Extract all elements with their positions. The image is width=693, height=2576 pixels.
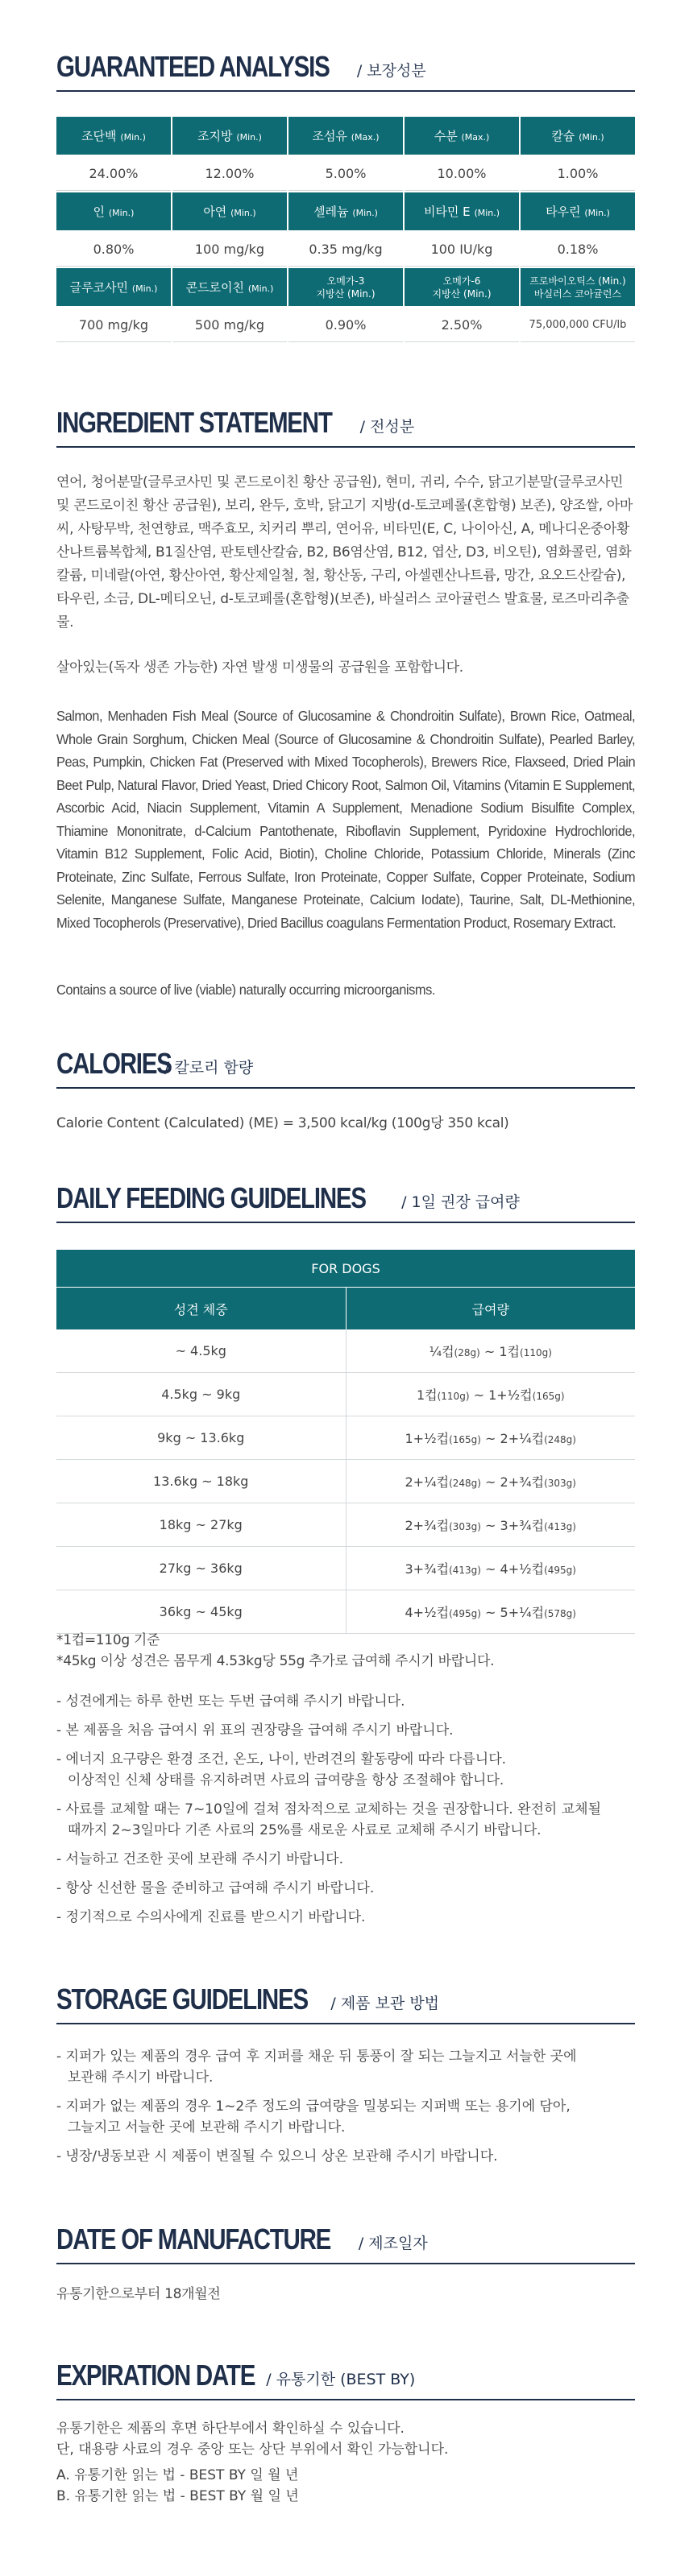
amount-cell: 3+¾컵(413g) ~ 4+½컵(495g)	[346, 1547, 635, 1590]
ga-header: 셀레늄 (Min.)	[288, 192, 403, 230]
weight-cell: ~ 4.5kg	[56, 1329, 346, 1373]
weight-cell: 18kg ~ 27kg	[56, 1503, 346, 1547]
list-item: - 지퍼가 있는 제품의 경우 급여 후 지퍼를 채운 뒤 통풍이 잘 되는 그늘지고 서늘한 곳에 보관해 주시기 바랍니다.	[56, 2049, 577, 2086]
section-title: EXPIRATION DATE	[56, 2359, 255, 2392]
feeding-guidelines-heading	[56, 1181, 635, 1223]
table-row	[56, 1460, 635, 1503]
ga-header: 오메가-6 지방산 (Min.)	[405, 268, 519, 306]
ga-value: 1.00%	[521, 156, 635, 191]
ga-header: 프로바이오틱스 (Min.) 바실러스 코아귤런스	[521, 268, 635, 306]
list-item: - 정기적으로 수의사에게 진료를 받으시기 바랍니다.	[56, 1909, 366, 1925]
ga-header: 글루코사민 (Min.)	[56, 268, 171, 306]
feeding-table-title: FOR DOGS	[56, 1250, 635, 1288]
expiration-date-heading	[56, 2359, 635, 2400]
ga-header: 타우린 (Min.)	[521, 192, 635, 230]
table-row	[56, 1329, 635, 1373]
ga-value: 12.00%	[172, 156, 287, 191]
ga-value: 2.50%	[405, 308, 519, 342]
list-item: - 에너지 요구량은 환경 조건, 온도, 나이, 반려견의 활동량에 따라 다릅니다. 이상적인 신체 상태를 유지하려면 사료의 급여량을 항상 조절해야 합니다.	[56, 1751, 507, 1788]
expiration-location: 유통기한은 제품의 후면 하단부에서 확인하실 수 있습니다.	[56, 2421, 405, 2437]
ga-value: 24.00%	[56, 156, 171, 191]
list-item: - 사료를 교체할 때는 7~10일에 걸쳐 점차적으로 교체하는 것을 권장합니다. 완전히 교체될 때까지 2~3일마다 기존 사료의 25%를 새로운 사료로 교체해 주시기 바랍니다.	[56, 1801, 602, 1838]
ga-header: 콘드로이친 (Min.)	[172, 268, 287, 306]
section-subtitle: / 제조일자	[358, 2235, 428, 2252]
section-title: GUARANTEED ANALYSIS	[56, 50, 330, 83]
ingredients-korean-note: 살아있는(독자 생존 가능한) 자연 발생 미생물의 공급원을 포함합니다.	[56, 660, 463, 676]
table-row	[56, 1373, 635, 1416]
ga-header: 아연 (Min.)	[172, 192, 287, 230]
storage-guidelines-heading	[56, 1983, 635, 2024]
section-subtitle: / 유통기한 (BEST BY)	[266, 2371, 416, 2388]
table-row	[56, 1547, 635, 1590]
list-item: - 성견에게는 하루 한번 또는 두번 급여해 주시기 바랍니다.	[56, 1693, 405, 1710]
ga-value: 100 mg/kg	[172, 232, 287, 267]
ga-value: 5.00%	[288, 156, 403, 191]
weight-cell: 4.5kg ~ 9kg	[56, 1373, 346, 1416]
section-title: STORAGE GUIDELINES	[56, 1983, 308, 2016]
ga-value: 0.18%	[521, 232, 635, 267]
amount-cell: 2+¼컵(248g) ~ 2+¾컵(303g)	[346, 1460, 635, 1503]
calories-heading	[56, 1047, 635, 1089]
weight-cell: 9kg ~ 13.6kg	[56, 1416, 346, 1460]
ga-header: 인 (Min.)	[56, 192, 171, 230]
ga-header: 칼슘 (Min.)	[521, 117, 635, 155]
ga-value: 0.35 mg/kg	[288, 232, 403, 267]
section-title: DAILY FEEDING GUIDELINES	[56, 1181, 366, 1214]
ga-header: 조단백 (Min.)	[56, 117, 171, 155]
expiration-text	[56, 2418, 635, 2507]
ingredients-english-note: Contains a source of live (viable) naturally occurring microorganisms.	[56, 982, 435, 998]
guaranteed-analysis-heading	[56, 50, 635, 92]
section-subtitle: / 칼로리 함량	[164, 1059, 254, 1077]
amount-cell: 1컵(110g) ~ 1+½컵(165g)	[346, 1373, 635, 1416]
ga-header: 조섬유 (Max.)	[288, 117, 403, 155]
feeding-notes	[56, 1630, 635, 1672]
ga-value: 500 mg/kg	[172, 308, 287, 342]
weight-cell: 36kg ~ 45kg	[56, 1590, 346, 1634]
ingredient-statement-heading	[56, 406, 635, 448]
expiration-location-large-bag: 단, 대용량 사료의 경우 중앙 또는 상단 부위에서 확인 가능합니다.	[56, 2442, 449, 2458]
ga-header: 오메가-3 지방산 (Min.)	[288, 268, 403, 306]
guaranteed-analysis-table	[56, 115, 635, 344]
calorie-content: Calorie Content (Calculated) (ME) = 3,500 kcal/kg (100g당 350 kcal)	[56, 1115, 509, 1131]
manufacture-date-text: 유통기한으로부터 18개월전	[56, 2286, 221, 2302]
section-subtitle: / 보장성분	[356, 62, 426, 80]
section-title: INGREDIENT STATEMENT	[56, 406, 332, 439]
ga-value: 10.00%	[405, 156, 519, 191]
list-item: - 서늘하고 건조한 곳에 보관해 주시기 바랍니다.	[56, 1851, 343, 1867]
ga-header: 비타민 E (Min.)	[405, 192, 519, 230]
amount-cell: ¼컵(28g) ~ 1컵(110g)	[346, 1329, 635, 1373]
weight-cell: 13.6kg ~ 18kg	[56, 1460, 346, 1503]
amount-cell: 4+½컵(495g) ~ 5+¼컵(578g)	[346, 1590, 635, 1634]
section-title: CALORIES	[56, 1047, 172, 1080]
section-subtitle: / 전성분	[359, 418, 415, 436]
table-row	[56, 1590, 635, 1634]
ingredients-english: Salmon, Menhaden Fish Meal (Source of Glucosamine & Chondroitin Sulfate), Brown Rice, Oatmeal, Whole Grain Sorghum, Chicken Meal (Source of Glucosamine & Chondroitin Sulfate), Pearled Barley, Peas, Pumpkin, Chicken Fat (Preserved with Mixed Tocopherols), Brewers Rice, Flaxseed, Dried Plain Beet Pulp, Natural Flavor, Dried Yeast, Dried Chicory Root, Salmon Oil, Vitamins (Vitamin E Supplement, Ascorbic Acid, Niacin Supplement, Vitamin A Supplement, Menadione Sodium Bisulfite Complex, Thiamine Mononitrate, d-Calcium Pantothenate, Riboflavin Supplement, Pyridoxine Hydrochloride, Vitamin B12 Supplement, Folic Acid, Biotin), Choline Chloride, Potassium Chloride, Minerals (Zinc Proteinate, Zinc Sulfate, Ferrous Sulfate, Iron Proteinate, Copper Sulfate, Copper Proteinate, Sodium Selenite, Manganese Sulfate, Manganese Proteinate, Calcium Iodate), Taurine, Salt, DL-Methionine, Mixed Tocopherols (Preservative), Dried Bacillus coagulans Fermentation Product, Rosemary Extract.	[56, 708, 636, 931]
amount-cell: 1+½컵(165g) ~ 2+¼컵(248g)	[346, 1416, 635, 1460]
section-subtitle: / 1일 권장 급여량	[401, 1193, 520, 1211]
feeding-bullets	[56, 1691, 635, 1936]
ga-header: 조지방 (Min.)	[172, 117, 287, 155]
ga-header: 수분 (Max.)	[405, 117, 519, 155]
amount-column-header: 급여량	[346, 1288, 635, 1330]
ingredients-korean: 연어, 청어분말(글루코사민 및 콘드로이친 황산 공급원), 현미, 귀리, 수수, 닭고기분말(글루코사민 및 콘드로이친 황산 공급원), 보리, 완두, 호박, 닭고기 지방(d-토코페롤(혼합형) 보존), 양조쌀, 아마씨, 사탕무박, 천연향료, 맥주효모, 치커리 뿌리, 연어유, 비타민(E, C, 나이아신, A, 메나디온중아황산나트륨복합체, B1질산염, 판토텐산칼슘, B2, B6염산염, B12, 엽산, D3, 비오틴), 염화콜린, 염화칼륨, 미네랄(아연, 황산아연, 황산제일철, 철, 황산동, 구리, 아셀렌산나트륨, 망간, 요오드산칼슘), 타우린, 소금, DL-메티오닌, d-토코페롤(혼합형)(보존), 바실러스 코아귤런스 발효물, 로즈마리추출물.	[56, 474, 633, 631]
section-title: DATE OF MANUFACTURE	[56, 2222, 331, 2256]
list-item: - 지퍼가 없는 제품의 경우 1~2주 정도의 급여량을 밀봉되는 지퍼백 또는 용기에 담아, 그늘지고 서늘한 곳에 보관해 주시기 바랍니다.	[56, 2098, 571, 2136]
list-item: - 본 제품을 처음 급여시 위 표의 권장량을 급여해 주시기 바랍니다.	[56, 1722, 454, 1739]
ga-value: 700 mg/kg	[56, 308, 171, 342]
ga-value: 100 IU/kg	[405, 232, 519, 267]
list-item: - 항상 신선한 물을 준비하고 급여해 주시기 바랍니다.	[56, 1880, 375, 1896]
list-item: - 냉장/냉동보관 시 제품이 변질될 수 있으니 상온 보관해 주시기 바랍니다.	[56, 2148, 498, 2165]
manufacture-date-heading	[56, 2222, 635, 2264]
heavy-dog-note: *45kg 이상 성견은 몸무게 4.53kg당 55g 추가로 급여해 주시기 바랍니다.	[56, 1653, 495, 1669]
ga-value: 75,000,000 CFU/lb	[521, 308, 635, 342]
ga-value: 0.80%	[56, 232, 171, 267]
weight-cell: 27kg ~ 36kg	[56, 1547, 346, 1590]
ga-value: 0.90%	[288, 308, 403, 342]
storage-bullets	[56, 2046, 635, 2175]
cup-note: *1컵=110g 기준	[56, 1632, 160, 1648]
read-method-a: A. 유통기한 읽는 법 - BEST BY 일 월 년	[56, 2467, 299, 2483]
feeding-table	[56, 1250, 635, 1634]
table-row	[56, 1503, 635, 1547]
amount-cell: 2+¾컵(303g) ~ 3+¾컵(413g)	[346, 1503, 635, 1547]
weight-column-header: 성견 체중	[56, 1288, 346, 1330]
section-subtitle: / 제품 보관 방법	[330, 1995, 440, 2012]
read-method-b: B. 유통기한 읽는 법 - BEST BY 월 일 년	[56, 2488, 299, 2504]
table-row	[56, 1416, 635, 1460]
